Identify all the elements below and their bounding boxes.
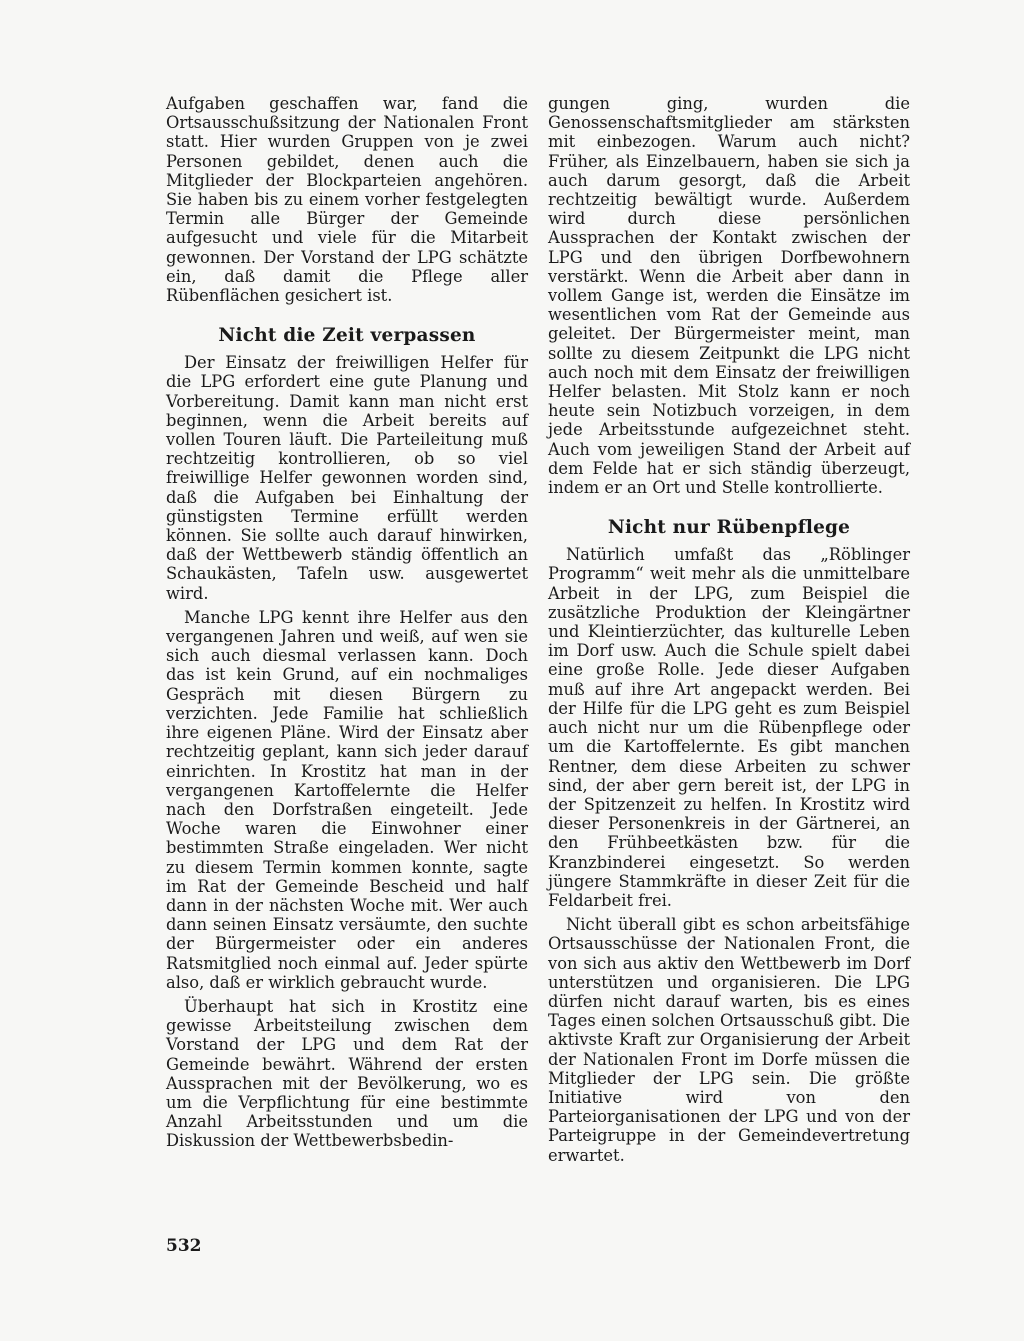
paragraph: Manche LPG kennt ihre Helfer aus den vergangenen Jahren und weiß, auf wen sie sich auch diesmal verlassen kann. Doch das ist kein Grund, auf ein nochmaliges Gespräch mit diesen Bürgern zu verzichten. Jede Familie hat schließlich ihre eigenen Pläne. Wird der Einsatz aber rechtzeitig geplant, kann sich jeder darauf einrichten. In Krostitz hat man in der vergangenen Kartoffelernte die Helfer nach den Dorfstraßen eingeteilt. Jede Woche waren die Einwohner einer bestimmten Straße eingeladen. Wer nicht zu diesem Termin kommen konnte, sagte im Rat der Gemeinde Bescheid und half dann in der nächsten Woche mit. Wer auch dann seinen Einsatz versäumte, den suchte der Bürgermeister oder ein anderes Ratsmitglied noch einmal auf. Jeder spürte also, daß er wirklich gebraucht wurde. xyxy=(166,607,528,992)
left-column xyxy=(166,94,528,1151)
paragraph: Überhaupt hat sich in Krostitz eine gewisse Arbeitsteilung zwischen dem Vorstand der LPG und dem Rat der Gemeinde bewährt. Während der ersten Aussprachen mit der Bevölkerung, wo es um die Verpflichtung für eine bestimmte Anzahl Arbeitsstunden und um die Diskussion der Wettbewerbsbedin- xyxy=(166,996,528,1151)
paragraph: gungen ging, wurden die Genossenschaftsmitglieder am stärksten mit einbezogen. Warum auch nicht? Früher, als Einzelbauern, haben sie sich ja auch darum gesorgt, daß die Arbeit rechtzeitig bewältigt wurde. Außerdem wird durch diese persönlichen Aussprachen der Kontakt zwischen der LPG und den übrigen Dorfbewohnern verstärkt. Wenn die Arbeit aber dann in vollem Gange ist, werden die Einsätze im wesentlichen vom Rat der Gemeinde aus geleitet. Der Bürgermeister meint, man sollte zu diesem Zeitpunkt die LPG nicht auch noch mit dem Einsatz der freiwilligen Helfer belasten. Mit Stolz kann er noch heute sein Notizbuch vorzeigen, in dem jede Arbeitsstunde aufgezeichnet steht. Auch vom jeweiligen Stand der Arbeit auf dem Felde hat er sich ständig überzeugt, indem er an Ort und Stelle kontrollierte. xyxy=(548,94,910,498)
right-column xyxy=(548,94,910,1165)
paragraph: Aufgaben geschaffen war, fand die Ortsausschußsitzung der Nationalen Front statt. Hier wurden Gruppen von je zwei Personen gebildet, denen auch die Mitglieder der Blockparteien angehören. Sie haben bis zu einem vorher festgelegten Termin alle Bürger der Gemeinde aufgesucht und viele für die Mitarbeit gewonnen. Der Vorstand der LPG schätzte ein, daß damit die Pflege aller Rübenflächen gesichert ist. xyxy=(166,94,528,306)
page-number: 532 xyxy=(166,1236,202,1256)
section-heading: Nicht die Zeit verpassen xyxy=(218,325,476,347)
paragraph: Natürlich umfaßt das „Röblinger Programm“ weit mehr als die unmittelbare Arbeit in der LPG, zum Beispiel die zusätzliche Produktion der Kleingärtner und Kleintierzüchter, das kulturelle Leben im Dorf usw. Auch die Schule spielt dabei eine große Rolle. Jede dieser Aufgaben muß auf ihre Art angepackt werden. Bei der Hilfe für die LPG geht es zum Beispiel auch nicht nur um die Rübenpflege oder um die Kartoffelernte. Es gibt manchen Rentner, dem diese Arbeiten zu schwer sind, der aber gern bereit ist, der LPG in der Spitzenzeit zu helfen. In Krostitz wird dieser Personenkreis in der Gärtnerei, an den Frühbeetkästen bzw. für die Kranzbinderei eingesetzt. So werden jüngere Stammkräfte in dieser Zeit für die Feldarbeit frei. xyxy=(548,545,910,910)
paragraph: Nicht überall gibt es schon arbeitsfähige Ortsausschüsse der Nationalen Front, die von sich aus aktiv den Wettbewerb im Dorf unterstützen und organisieren. Die LPG dürfen nicht darauf warten, bis es eines Tages einen solchen Ortsausschuß gibt. Die aktivste Kraft zur Organisierung der Arbeit der Nationalen Front im Dorfe müssen die Mitglieder der LPG sein. Die größte Initiative wird von den Parteiorganisationen der LPG und von der Parteigruppe in der Gemeindevertretung erwartet. xyxy=(548,915,910,1165)
paragraph: Der Einsatz der freiwilligen Helfer für die LPG erfordert eine gute Planung und Vorbereitung. Damit kann man nicht erst beginnen, wenn die Arbeit bereits auf vollen Touren läuft. Die Parteileitung muß rechtzeitig kontrollieren, ob so viel freiwillige Helfer gewonnen worden sind, daß die Aufgaben bei Einhaltung der günstigsten Termine erfüllt werden können. Sie sollte auch darauf hinwirken, daß der Wettbewerb ständig öffentlich an Schaukästen, Tafeln usw. ausgewertet wird. xyxy=(166,353,528,603)
section-heading: Nicht nur Rübenpflege xyxy=(607,517,851,539)
